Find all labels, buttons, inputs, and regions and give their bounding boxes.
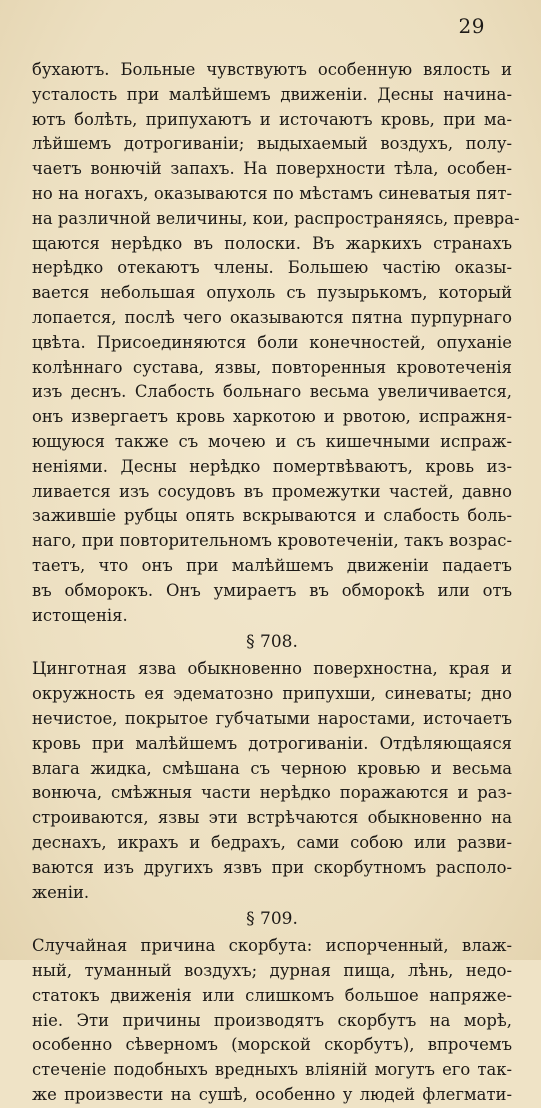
text-line: ютъ болѣть, припухаютъ и источаютъ кровь, при ма- xyxy=(32,109,512,129)
paragraph-block-1 xyxy=(32,58,520,628)
text-line: лѣйшемъ дотрогиваніи; выдыхаемый воздухъ, полу- xyxy=(32,134,512,154)
text-line: деснахъ, икрахъ и бедрахъ, сами собою или разви- xyxy=(32,832,512,852)
text-line: ніе. Эти причины производятъ скорбутъ на морѣ, xyxy=(32,1010,512,1030)
text-line: ный, туманный воздухъ; дурная пища, лѣнь, недо- xyxy=(32,961,512,981)
text-line: же произвести на сушѣ, особенно у людей флегмати- xyxy=(32,1085,512,1105)
text-line: ваются изъ другихъ язвъ при скорбутномъ располо- xyxy=(32,857,512,877)
text-line: ющуюся также съ мочею и съ кишечными испраж- xyxy=(32,431,512,451)
text-line: щаются нерѣдко въ полоски. Въ жаркихъ странахъ xyxy=(32,233,512,253)
text-line: неніями. Десны нерѣдко помертвѣваютъ, кровь из- xyxy=(32,456,512,476)
paragraph-block-3 xyxy=(32,934,512,1108)
text-line: истощенія. xyxy=(32,605,128,625)
text-line: строиваются, язвы эти встрѣчаются обыкновенно на xyxy=(32,808,512,828)
text-line: окружность ея эдематозно припухши, синеваты; дно xyxy=(32,684,512,704)
text-line: зажившіе рубцы опять вскрываются и слабость боль- xyxy=(32,506,512,526)
text-line: лопается, послѣ чего оказываются пятна пурпурнаго xyxy=(32,307,512,327)
text-line: кровь при малѣйшемъ дотрогиваніи. Отдѣляющаяся xyxy=(32,733,512,753)
text-line: вается небольшая опухоль съ пузырькомъ, который xyxy=(32,283,512,303)
text-line: Цинготная язва обыкновенно поверхностна, края и xyxy=(32,659,512,679)
text-line: колѣннаго сустава, язвы, повторенныя кровотеченія xyxy=(32,357,512,377)
text-line: вонюча, смѣжныя части нерѣдко поражаются и раз- xyxy=(32,783,512,803)
paragraph-block-2 xyxy=(32,657,512,905)
text-line: въ обморокъ. Онъ умираетъ въ обморокѣ или отъ xyxy=(32,580,512,600)
section-heading-708: § 708. xyxy=(246,632,298,653)
text-line: онъ извергаетъ кровь харкотою и рвотою, испражня- xyxy=(32,407,512,427)
text-line: но на ногахъ, оказываются по мѣстамъ синеватыя пят- xyxy=(32,183,512,203)
section-heading-709: § 709. xyxy=(246,909,298,930)
text-line: усталость при малѣйшемъ движеніи. Десны начина- xyxy=(32,84,512,104)
text-line: нечистое, покрытое губчатыми наростами, источаетъ xyxy=(32,708,512,728)
text-line: особенно сѣверномъ (морской скорбутъ), впрочемъ xyxy=(32,1035,512,1055)
text-line: ливается изъ сосудовъ въ промежутки частей, давно xyxy=(32,481,512,501)
text-line: статокъ движенія или слишкомъ большое напряже- xyxy=(32,985,512,1005)
text-line: наго, при повторительномъ кровотеченіи, такъ возрас- xyxy=(32,531,512,551)
text-line: нерѣдко отекаютъ члены. Большею частію оказы- xyxy=(32,258,512,278)
text-line: таетъ, что онъ при малѣйшемъ движеніи падаетъ xyxy=(32,555,512,575)
text-line: цвѣта. Присоединяются боли конечностей, опуханіе xyxy=(32,332,512,352)
text-line: бухаютъ. Больные чувствуютъ особенную вялость и xyxy=(32,60,512,79)
text-line: стеченіе подобныхъ вредныхъ вліяній могутъ его так- xyxy=(32,1060,512,1080)
text-line: влага жидка, смѣшана съ черною кровью и весьма xyxy=(32,758,512,778)
text-line: чаетъ вонючій запахъ. На поверхности тѣла, особен- xyxy=(32,159,512,179)
text-line: женіи. xyxy=(32,882,90,902)
page-number: 29 xyxy=(458,14,485,38)
text-line: Случайная причина скорбута: испорченный, влаж- xyxy=(32,936,512,956)
text-line: на различной величины, кои, распространяясь, превра- xyxy=(32,208,520,228)
text-line: изъ деснъ. Слабость больнаго весьма увеличивается, xyxy=(32,382,512,402)
body-text xyxy=(32,58,520,1108)
